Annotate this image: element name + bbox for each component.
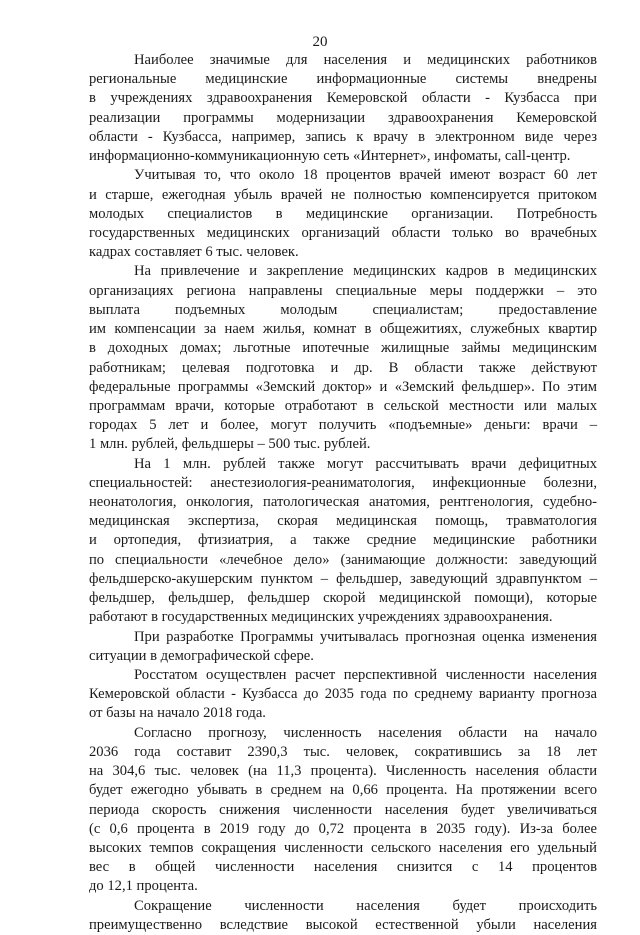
text-line: При разработке Программы учитывалась прогнозная оценка изменения [134, 628, 597, 645]
text-line: молодых специалистов в медицинские организации. Потребность [89, 205, 597, 222]
text-line: работникам; целевая подготовка и др. В области также действуют [89, 359, 597, 376]
text-line: 2036 года составит 2390,3 тыс. человек, сократившись за 18 лет [89, 743, 597, 760]
text-line: специальностей: анестезиология-реаниматология, инфекционные болезни, [89, 474, 597, 491]
text-line: На привлечение и закрепление медицинских кадров в медицинских [134, 263, 597, 280]
text-line: в доходных домах; льготные ипотечные жилищные займы медицинским [89, 340, 597, 357]
text-line: (с 0,6 процента в 2019 году до 0,72 процента в 2035 году). Из-за более [89, 820, 597, 837]
text-line: от базы на начало 2018 года. [89, 705, 266, 722]
text-line: высоких темпов сокращения численности сельского населения его удельный [89, 839, 597, 856]
text-line: организациях региона направлены специальные меры поддержки – это [89, 282, 597, 299]
text-line: кадрах составляет 6 тыс. человек. [89, 244, 299, 261]
text-line: работают в государственных медицинских учреждениях здравоохранения. [89, 609, 553, 626]
text-line: Учитывая то, что около 18 процентов врачей имеют возраст 60 лет [134, 167, 597, 184]
paragraph [89, 628, 597, 666]
text-line: федеральные программы «Земский доктор» и «Земский фельдшер». По этим [89, 378, 597, 395]
paragraph [89, 724, 597, 897]
text-line: выплата подъемных молодым специалистам; предоставление [89, 301, 597, 318]
text-line: по специальности «лечебное дело» (занимающие должности: заведующий [89, 551, 597, 568]
text-line: медицинская экспертиза, скорая медицинская помощь, травматология [89, 513, 597, 530]
text-line: и ортопедия, фтизиатрия, а также средние медицинские работники [89, 532, 597, 549]
text-line: Согласно прогнозу, численность населения области на начало [134, 724, 597, 741]
text-line: на 304,6 тыс. человек (на 11,3 процента). Численность населения области [89, 763, 597, 780]
text-line: Кемеровской области - Кузбасса до 2035 года по среднему варианту прогноза [89, 686, 597, 703]
text-line: городах 5 лет и более, могут получить «подъемные» деньги: врачи – [89, 417, 597, 434]
paragraph [89, 897, 597, 935]
text-line: информационно-коммуникационную сеть «Интернет», инфоматы, call-центр. [89, 148, 571, 165]
body-text [89, 51, 597, 935]
paragraph [89, 262, 597, 454]
paragraph [89, 455, 597, 628]
text-line: государственных медицинских организаций области только во врачебных [89, 224, 597, 241]
text-line: неонатология, онкология, патологическая анатомия, рентгенология, судебно- [89, 494, 597, 511]
page-number: 20 [312, 34, 328, 50]
text-line: 1 млн. рублей, фельдшеры – 500 тыс. рублей. [89, 436, 371, 453]
text-line: Наиболее значимые для населения и медицинских работников [134, 52, 597, 68]
text-line: ситуации в демографической сфере. [89, 647, 314, 664]
text-line: фельдшерско-акушерским пунктом – фельдшер, заведующий здравпунктом – [89, 570, 597, 587]
paragraph [89, 51, 597, 166]
text-line: до 12,1 процента. [89, 878, 198, 895]
text-line: Росстатом осуществлен расчет перспективной численности населения [134, 667, 597, 683]
text-line: программам врачи, которые отработают в сельской местности или малых [89, 397, 597, 414]
text-line: в учреждениях здравоохранения Кемеровской области - Кузбасса при [89, 90, 597, 107]
paragraph [89, 166, 597, 262]
text-line: фельдшер, фельдшер, фельдшер скорой медицинской помощи), которые [89, 590, 597, 607]
text-line: преимущественно вследствие высокой естественной убыли населения [89, 916, 597, 933]
text-line: области - Кузбасса, например, запись к врачу в электронном виде через [89, 128, 597, 145]
text-line: им компенсации за наем жилья, комнат в общежитиях, служебных квартир [89, 321, 597, 338]
text-line: На 1 млн. рублей также могут рассчитывать врачи дефицитных [134, 455, 597, 472]
text-line: периода скорость снижения численности населения будет увеличиваться [89, 801, 597, 818]
text-line: реализации программы модернизации здравоохранения Кемеровской [89, 109, 597, 126]
text-line: будет ежегодно убывать в среднем на 0,66 процента. На протяжении всего [89, 782, 597, 799]
text-line: Сокращение численности населения будет происходить [134, 897, 597, 914]
paragraph [89, 666, 597, 724]
text-line: и старше, ежегодная убыль врачей не полностью компенсируется притоком [89, 186, 597, 203]
text-line: вес в общей численности населения снизится с 14 процентов [89, 859, 597, 876]
text-line: региональные медицинские информационные системы внедрены [89, 71, 597, 88]
